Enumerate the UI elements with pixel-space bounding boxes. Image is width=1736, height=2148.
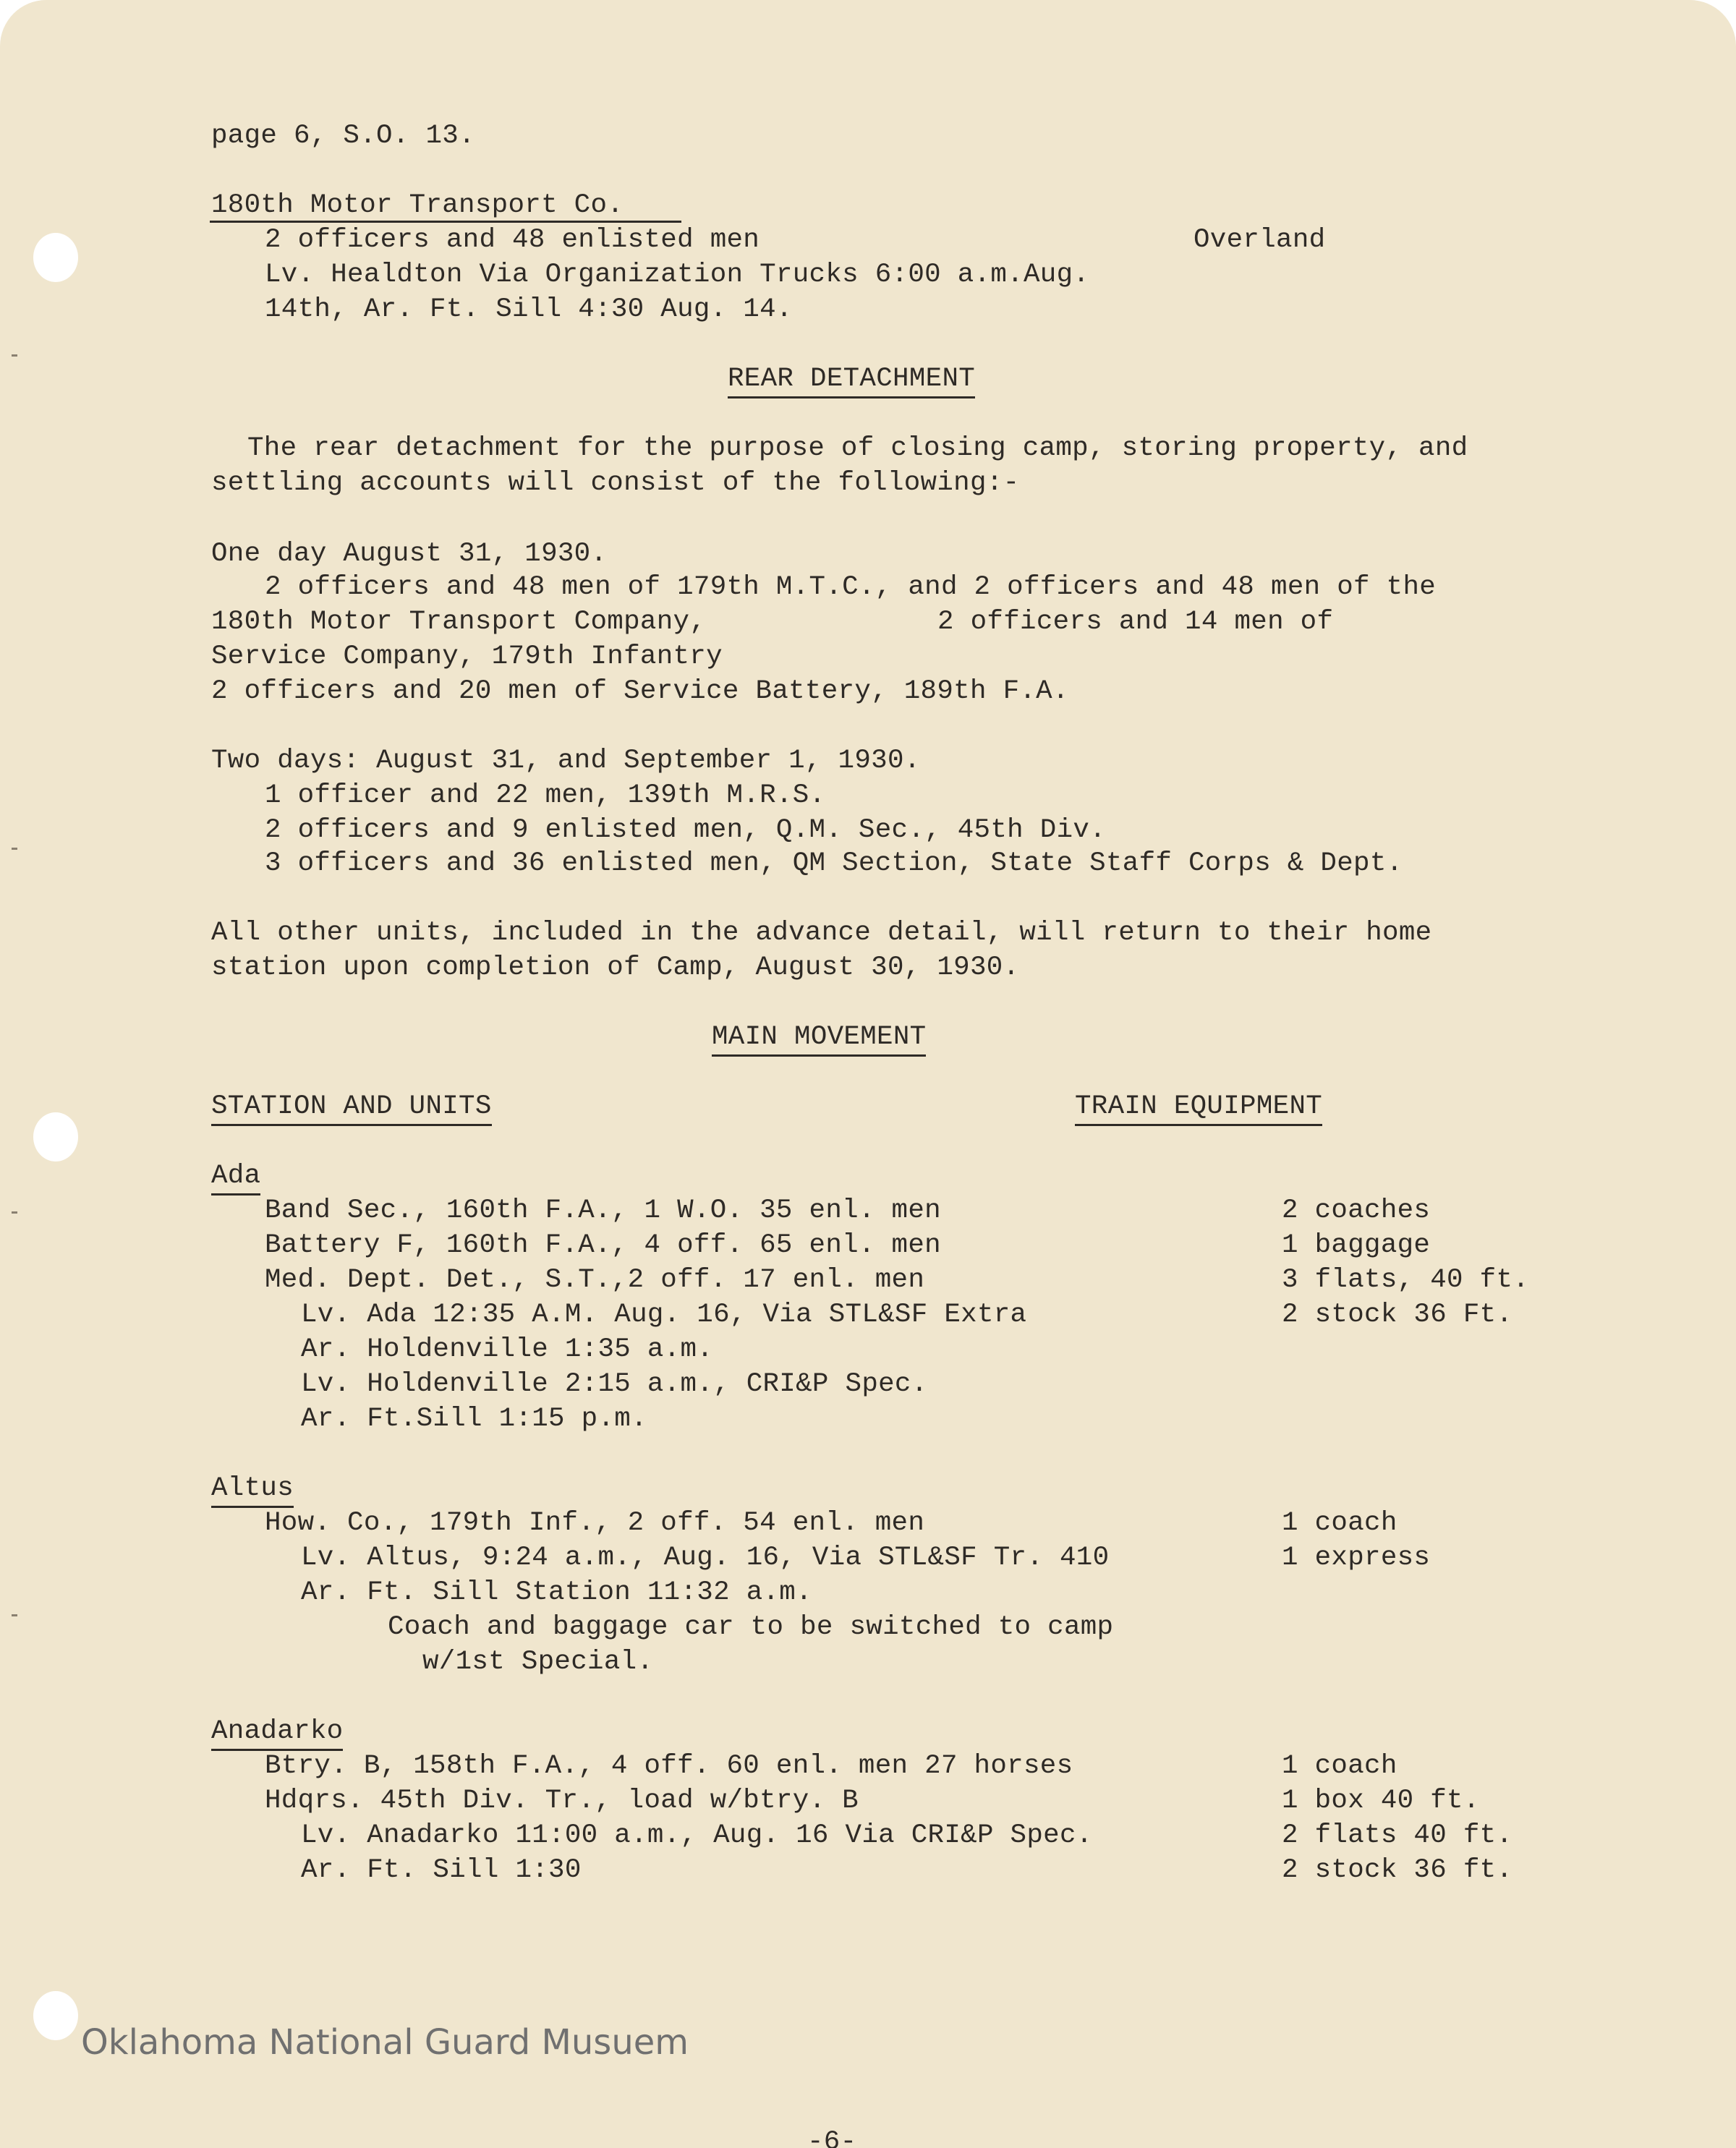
mtc180-strength: 2 officers and 48 enlisted men [265, 225, 760, 255]
binder-hole-middle [33, 1112, 78, 1162]
altus-unit-1: How. Co., 179th Inf., 2 off. 54 enl. men [265, 1508, 925, 1538]
one-day-line-1: 2 officers and 48 men of 179th M.T.C., and 2 officers and 48 men of the [265, 572, 1437, 602]
underline-180th-mtc [210, 221, 681, 223]
one-day-line-3: Service Company, 179th Infantry [211, 642, 723, 672]
anadarko-equipment-1: 1 coach [1282, 1751, 1397, 1781]
column-header-station: STATION AND UNITS [211, 1091, 492, 1126]
museum-watermark: Oklahoma National Guard Musuem [81, 2022, 689, 2063]
ada-schedule-4: Ar. Ft.Sill 1:15 p.m. [301, 1404, 647, 1434]
one-day-line-4: 2 officers and 20 men of Service Battery, 189th F.A. [211, 676, 1069, 707]
anadarko-equipment-4: 2 stock 36 ft. [1282, 1855, 1513, 1885]
rear-intro-line-2: settling accounts will consist of the following:- [211, 468, 1020, 498]
altus-note-1: Coach and baggage car to be switched to camp [388, 1612, 1114, 1642]
page-number: -6- [807, 2127, 857, 2148]
altus-equipment-1: 1 coach [1282, 1508, 1397, 1538]
station-anadarko: Anadarko [211, 1716, 343, 1751]
edge-mark [12, 1614, 17, 1616]
unit-title-180th-mtc: 180th Motor Transport Co. [211, 190, 624, 221]
ada-schedule-3: Lv. Holdenville 2:15 a.m., CRI&P Spec. [301, 1369, 928, 1399]
two-days-line-2: 2 officers and 9 enlisted men, Q.M. Sec., 45th Div. [265, 815, 1106, 845]
anadarko-unit-1: Btry. B, 158th F.A., 4 off. 60 enl. men 27 horses [265, 1751, 1073, 1781]
other-units-line-1: All other units, included in the advance detail, will return to their home [211, 918, 1432, 948]
ada-schedule-2: Ar. Holdenville 1:35 a.m. [301, 1334, 714, 1365]
edge-mark [12, 354, 17, 357]
one-day-line-2b: 2 officers and 14 men of [937, 607, 1334, 637]
ada-equipment-4: 2 stock 36 Ft. [1282, 1300, 1513, 1330]
mtc180-arrival: 14th, Ar. Ft. Sill 4:30 Aug. 14. [265, 294, 793, 325]
anadarko-equipment-3: 2 flats 40 ft. [1282, 1820, 1513, 1851]
one-day-line-2a: 180th Motor Transport Company, [211, 607, 707, 637]
anadarko-equipment-2: 1 box 40 ft. [1282, 1786, 1480, 1816]
anadarko-schedule-2: Ar. Ft. Sill 1:30 [301, 1855, 582, 1885]
ada-equipment-2: 1 baggage [1282, 1230, 1431, 1261]
one-day-title: One day August 31, 1930. [211, 539, 608, 569]
binder-hole-top [33, 233, 78, 282]
ada-equipment-1: 2 coaches [1282, 1196, 1431, 1226]
ada-equipment-3: 3 flats, 40 ft. [1282, 1265, 1530, 1295]
rear-detachment-heading: REAR DETACHMENT [728, 363, 975, 399]
two-days-line-3: 3 officers and 36 enlisted men, QM Section, State Staff Corps & Dept. [265, 848, 1403, 879]
anadarko-unit-2: Hdqrs. 45th Div. Tr., load w/btry. B [265, 1786, 859, 1816]
page-reference: page 6, S.O. 13. [211, 121, 475, 151]
other-units-line-2: station upon completion of Camp, August 30, 1930. [211, 952, 1020, 983]
altus-note-2: w/1st Special. [422, 1647, 654, 1677]
altus-equipment-2: 1 express [1282, 1543, 1431, 1573]
rear-intro-line-1: The rear detachment for the purpose of closing camp, storing property, and [247, 433, 1468, 464]
binder-hole-bottom [33, 1991, 78, 2040]
mtc180-mode: Overland [1194, 225, 1326, 255]
ada-unit-3: Med. Dept. Det., S.T.,2 off. 17 enl. men [265, 1265, 925, 1295]
anadarko-schedule-1: Lv. Anadarko 11:00 a.m., Aug. 16 Via CRI&P Spec. [301, 1820, 1093, 1851]
ada-unit-1: Band Sec., 160th F.A., 1 W.O. 35 enl. men [265, 1196, 941, 1226]
altus-schedule-2: Ar. Ft. Sill Station 11:32 a.m. [301, 1577, 812, 1608]
altus-schedule-1: Lv. Altus, 9:24 a.m., Aug. 16, Via STL&SF Tr. 410 [301, 1543, 1110, 1573]
station-altus: Altus [211, 1473, 294, 1508]
column-header-train: TRAIN EQUIPMENT [1075, 1091, 1322, 1126]
ada-schedule-1: Lv. Ada 12:35 A.M. Aug. 16, Via STL&SF Extra [301, 1300, 1027, 1330]
edge-mark [12, 848, 17, 850]
two-days-title: Two days: August 31, and September 1, 1930. [211, 746, 921, 776]
station-ada: Ada [211, 1160, 260, 1196]
mtc180-departure: Lv. Healdton Via Organization Trucks 6:00 a.m.Aug. [265, 260, 1090, 290]
main-movement-heading: MAIN MOVEMENT [712, 1021, 926, 1057]
ada-unit-2: Battery F, 160th F.A., 4 off. 65 enl. men [265, 1230, 941, 1261]
two-days-line-1: 1 officer and 22 men, 139th M.R.S. [265, 780, 826, 811]
edge-mark [12, 1211, 17, 1214]
